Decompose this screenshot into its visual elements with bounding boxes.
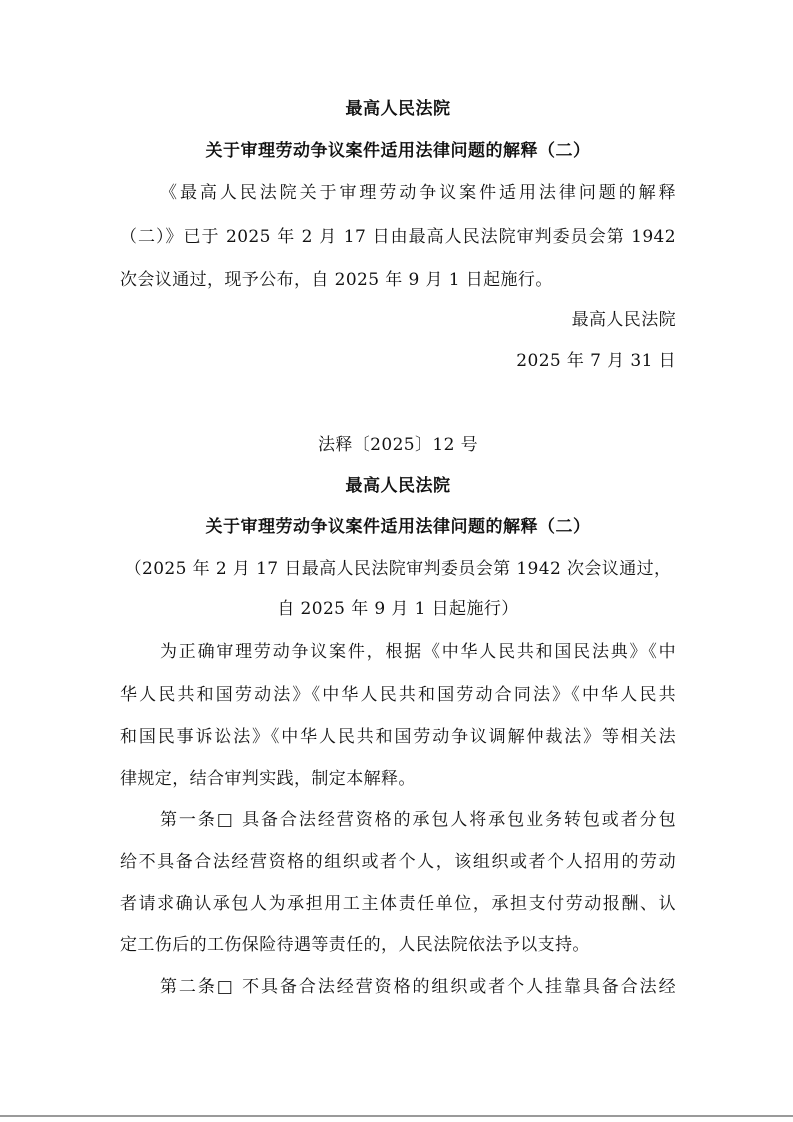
article-2-line: 第二条□ 不具备合法经营资格的组织或者个人挂靠具备合法经 [160, 977, 676, 997]
preamble-line: 和国民事诉讼法》《中华人民共和国劳动争议调解仲裁法》等相关法 [120, 727, 676, 747]
article-1-line: 者请求确认承包人为承担用工主体责任单位，承担支付劳动报酬、认 [120, 894, 676, 914]
article-1-line: 第一条□ 具备合法经营资格的承包人将承包业务转包或者分包 [160, 810, 676, 830]
announcement-title-court: 最高人民法院 [345, 99, 451, 119]
page-bottom-divider [0, 1115, 793, 1117]
adoption-note-line: （2025 年 2 月 17 日最高人民法院审判委员会第 1942 次会议通过， [124, 559, 672, 579]
preamble-line: 华人民共和国劳动法》《中华人民共和国劳动合同法》《中华人民共 [120, 685, 676, 705]
announcement-date: 2025 年 7 月 31 日 [516, 351, 676, 371]
preamble-line: 为正确审理劳动争议案件，根据《中华人民共和国民法典》《中 [160, 642, 676, 662]
announcement-body-line: 《最高人民法院关于审理劳动争议案件适用法律问题的解释 [160, 183, 676, 203]
announcement-body-line: 次会议通过，现予公布，自 2025 年 9 月 1 日起施行。 [120, 270, 553, 290]
interpretation-title: 关于审理劳动争议案件适用法律问题的解释（二） [205, 517, 591, 537]
interpretation-title-court: 最高人民法院 [345, 476, 451, 496]
adoption-note-line: 自 2025 年 9 月 1 日起施行） [277, 599, 519, 619]
article-1-line: 定工伤后的工伤保险待遇等责任的，人民法院依法予以支持。 [120, 935, 590, 955]
announcement-signature: 最高人民法院 [571, 310, 676, 330]
preamble-line: 律规定，结合审判实践，制定本解释。 [120, 769, 416, 789]
document-number: 法释〔2025〕12 号 [317, 435, 479, 455]
article-1-line: 给不具备合法经营资格的组织或者个人，该组织或者个人招用的劳动 [120, 852, 676, 872]
announcement-title-interpretation: 关于审理劳动争议案件适用法律问题的解释（二） [205, 141, 591, 161]
announcement-body-line: （二）》已于 2025 年 2 月 17 日由最高人民法院审判委员会第 1942 [120, 227, 676, 247]
